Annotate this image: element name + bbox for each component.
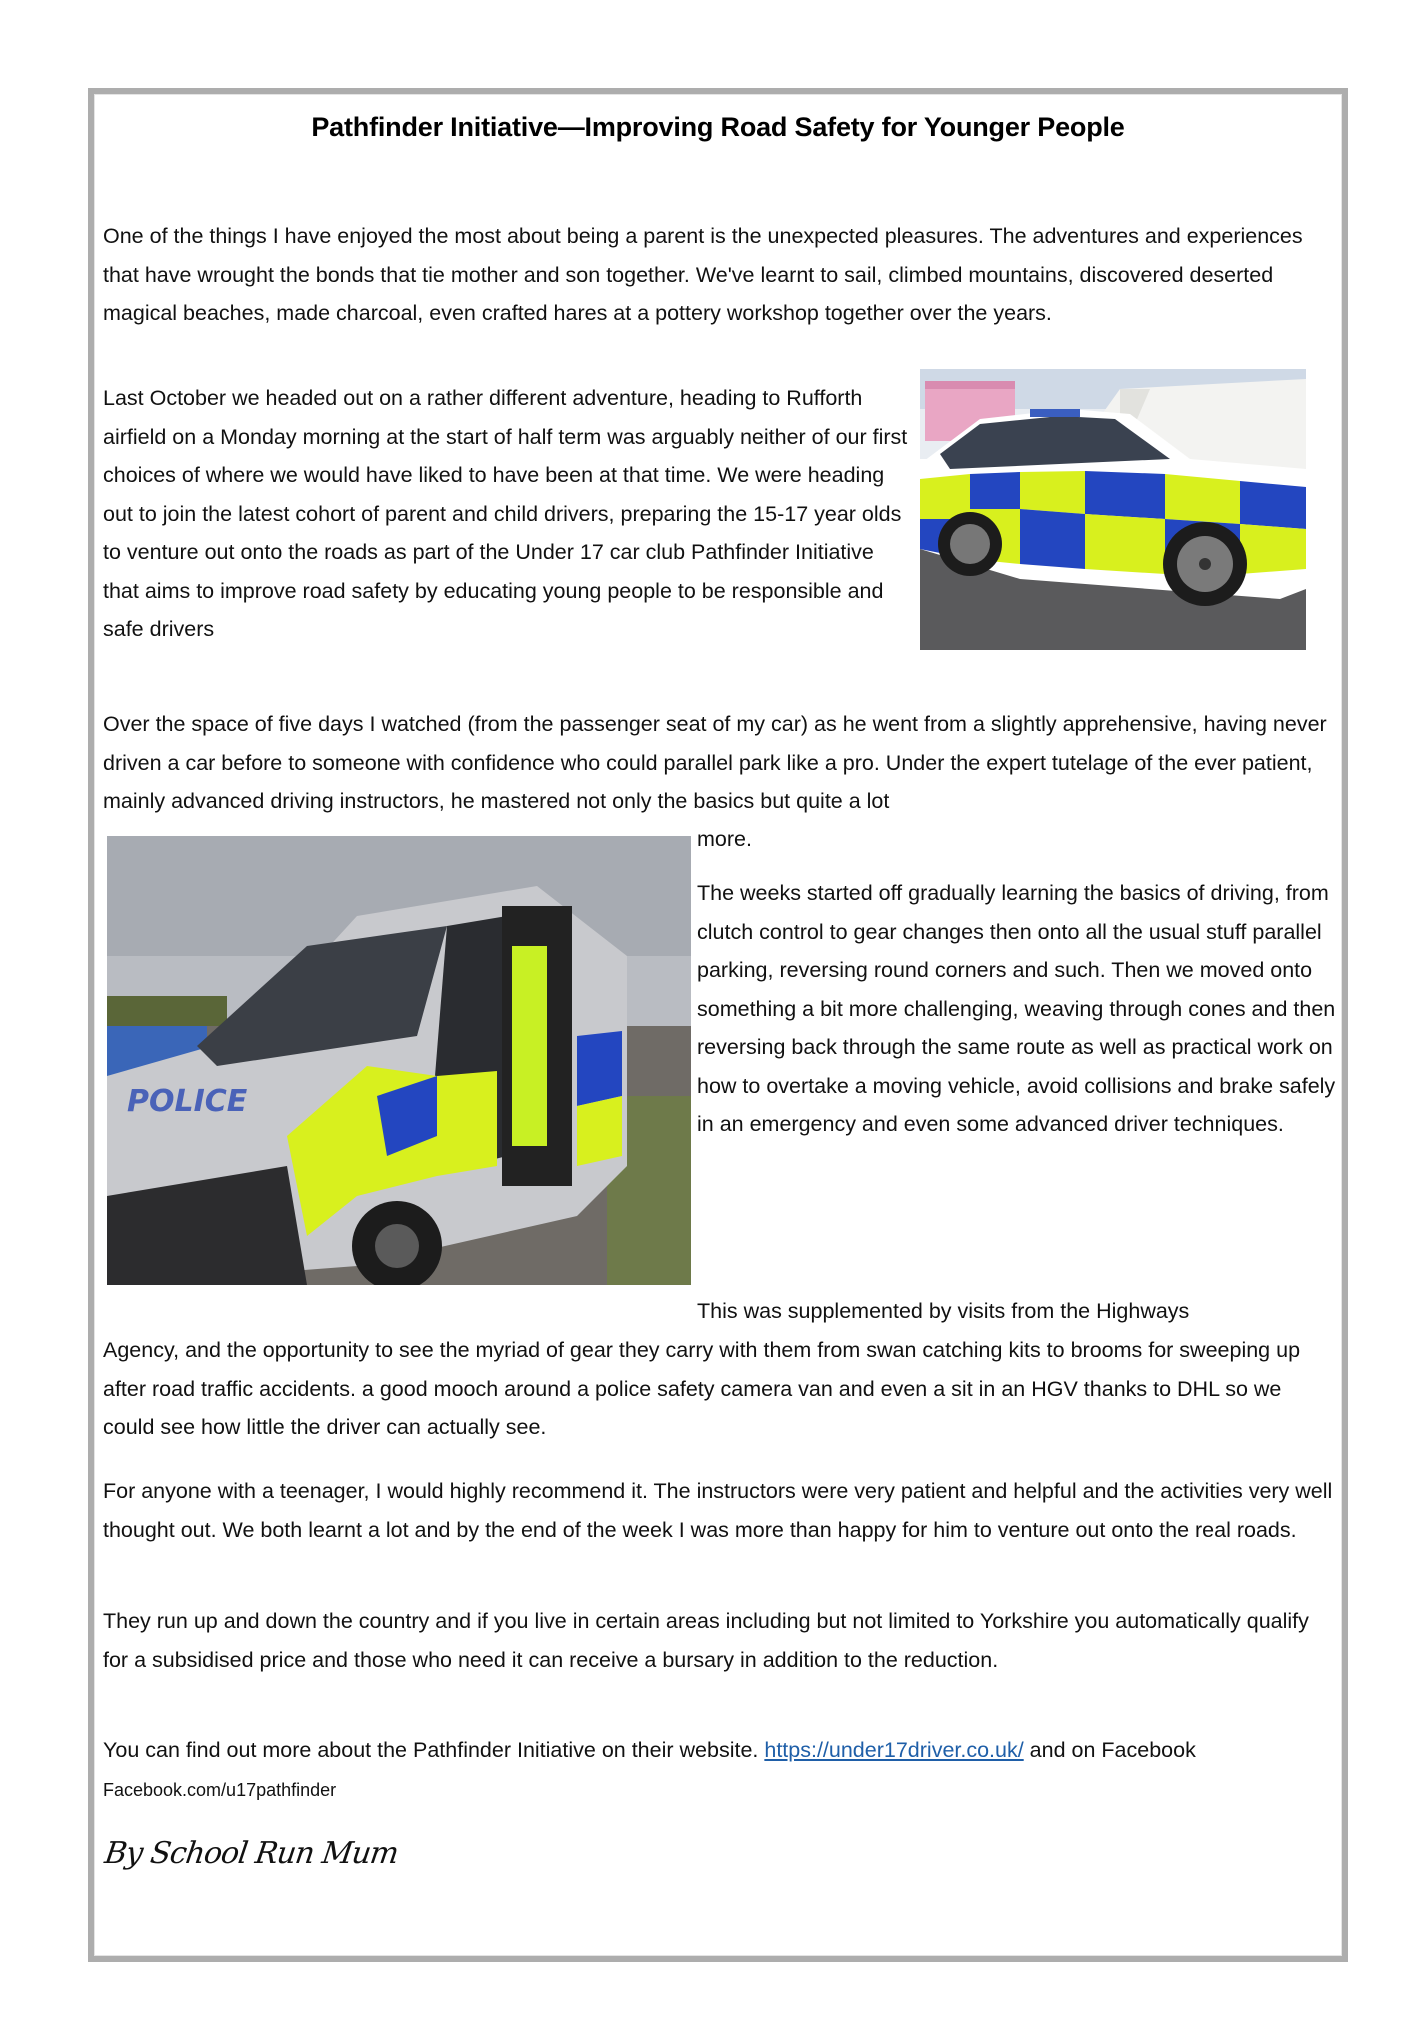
facebook-handle: Facebook.com/u17pathfinder (103, 1779, 337, 1800)
paragraph-five-days: Over the space of five days I watched (from the passenger seat of my car) as he went from a slightly apprehensive, having never driven a car before to someone with confidence who could parallel park like a pro. Under the expert tutelage of the ever patient, mainly advanced driving instructors, he mastered not only the basics but quite a lot (103, 712, 1327, 813)
page-frame (88, 88, 1348, 1962)
paragraph-supplemented: Agency, and the opportunity to see the myriad of gear they carry with them from swan catching kits to brooms for sweeping up after road traffic accidents. a good mooch around a police safety camera van and even a sit in an HGV thanks to DHL so we could see how little the driver can actually see. (103, 1338, 1301, 1439)
van-police-lettering: POLICE (127, 1084, 248, 1119)
author-signature: By School Run Mum (102, 1836, 401, 1871)
paragraph-last-october: Last October we headed out on a rather different adventure, heading to Rufforth airfield on a Monday morning at the start of half term was arguably neither of our first choices of where we would have liked to have been at that time. We were heading out to join the latest cohort of parent and child drivers, preparing the 15-17 year olds to venture out onto the roads as part of the Under 17 car club Pathfinder Initiative that aims to improve road safety by educating young people to be responsible and safe drivers (103, 386, 908, 641)
police-car-photo (920, 369, 1306, 650)
paragraph-country: They run up and down the country and if you live in certain areas including but not limited to Yorkshire you automatically qualify for a subsidised price and those who need it can receive a bursary in addition to the reduction. (103, 1609, 1309, 1672)
paragraph-recommend: For anyone with a teenager, I would highly recommend it. The instructors were very patient and helpful and the activities very well thought out. We both learnt a lot and by the end of the week I was more than happy for him to venture out onto the real roads. (103, 1479, 1333, 1542)
find-out-more-text: You can find out more about the Pathfinder Initiative on their website. (103, 1738, 765, 1762)
paragraph-find-out-more (103, 1731, 1335, 1809)
article-title: Pathfinder Initiative—Improving Road Safety for Younger People (311, 112, 1125, 142)
paragraph-weeks-started: The weeks started off gradually learning the basics of driving, from clutch control to gear changes then onto all the usual stuff parallel parking, reversing round corners and such. Then we moved onto something a bit more challenging, weaving through cones and then reversing back through the same route as well as practical work on how to overtake a moving vehicle, avoid collisions and brake safely in an emergency and even some advanced driver techniques. (697, 881, 1336, 1136)
facebook-prefix-text: and on Facebook (1023, 1738, 1196, 1762)
paragraph-intro: One of the things I have enjoyed the most about being a parent is the unexpected pleasures. The adventures and experiences that have wrought the bonds that tie mother and son together. We've learnt to sail, climbed mountains, discovered deserted magical beaches, made charcoal, even crafted hares at a pottery workshop together over the years. (103, 224, 1303, 325)
paragraph-five-days-end: more. (697, 827, 752, 851)
police-van-photo (107, 836, 691, 1285)
police-van-illustration (107, 836, 691, 1285)
website-link[interactable]: https://under17driver.co.uk/ (764, 1738, 1024, 1762)
paragraph-supplemented-start: This was supplemented by visits from the Highways (697, 1299, 1190, 1323)
police-car-illustration (920, 369, 1306, 650)
